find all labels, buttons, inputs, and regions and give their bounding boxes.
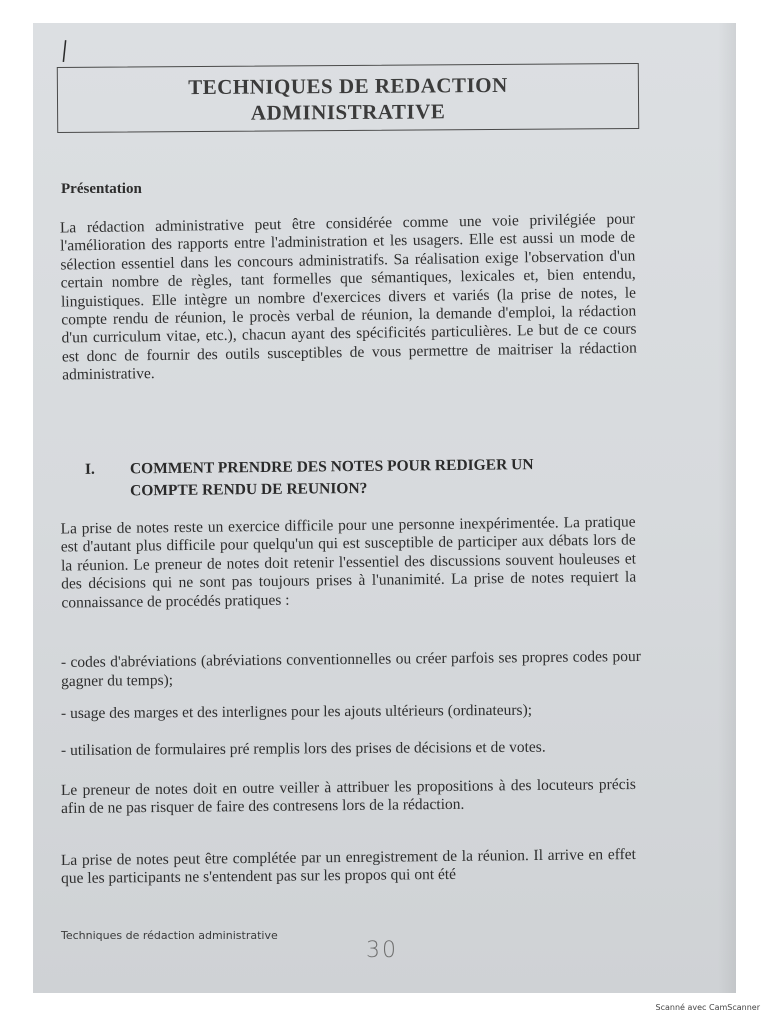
bullet-margins: - usage des marges et des interlignes pour les ajouts ultérieurs (ordinateurs);: [60, 701, 533, 723]
heading-line-2: COMPTE RENDU DE REUNION?: [130, 479, 368, 500]
section-label-presentation: Présentation: [61, 181, 142, 197]
section-heading: [85, 453, 625, 503]
heading-number: I.: [84, 460, 95, 478]
scanner-watermark: Scanné avec CamScanner: [655, 1003, 760, 1012]
paragraph-attribution: Le preneur de notes doit en outre veiller à attribuer les propositions à des locuteurs précis afin de ne pas risquer de faire des contresens lors de la rédaction.: [60, 775, 636, 818]
title-line-1: TECHNIQUES DE REDACTION: [188, 72, 508, 100]
bullet-forms: - utilisation de formulaires pré remplis lors des prises de décisions et de votes.: [60, 738, 546, 760]
scanned-page: [33, 23, 736, 993]
title-box: [57, 63, 639, 133]
heading-line-1: COMMENT PRENDRE DES NOTES POUR REDIGER UN: [129, 456, 534, 478]
paragraph-recording: La prise de notes peut être complétée par un enregistrement de la réunion. Il arrive en effet que les participants ne s'entendent pas sur les propos qui ont été: [60, 845, 636, 888]
intro-paragraph: La rédaction administrative peut être considérée comme une voie privilégiée pour l'amélioration des rapports entre l'administration et les usagers. Elle est aussi un mode de sélection essentiel dans les concours administratifs. Sa réalisation exige l'observation d'un certain nombre de règles, tant formelles que sémantiques, lexicales et, bien entendu, linguistiques. Elle intègre un nombre d'exercices divers et variés (la prise de notes, le compte rendu de réunion, le procès verbal de réunion, la demande d'emploi, la rédaction d'un curriculum vitae, etc.), chacun ayant des spécificités particulières. Le but de ce cours est donc de fournir des outils susceptibles de vous permettre de maitriser la rédaction administrative.: [59, 210, 637, 384]
page-footer: Techniques de rédaction administrative: [61, 929, 278, 942]
paragraph-note-taking: La prise de notes reste un exercice difficile pour une personne inexpérimentée. La pratique est d'autant plus difficile pour quelqu'un qui est susceptible de participer aux débats lors de la réunion. Le preneur de notes doit retenir l'essentiel des discussions souvent houleuses et des décisions qui ne sont pas toujours prises à l'unanimité. La prise de notes requiert la connaissance de procédés pratiques :: [60, 513, 637, 612]
handwritten-page-number: 30: [366, 938, 398, 963]
bullet-abbreviations: - codes d'abréviations (abréviations conventionnelles ou créer parfois ses propres codes pour gagner du temps);: [60, 647, 641, 690]
title-line-2: ADMINISTRATIVE: [250, 99, 446, 125]
handwritten-page-mark: I: [58, 34, 71, 71]
